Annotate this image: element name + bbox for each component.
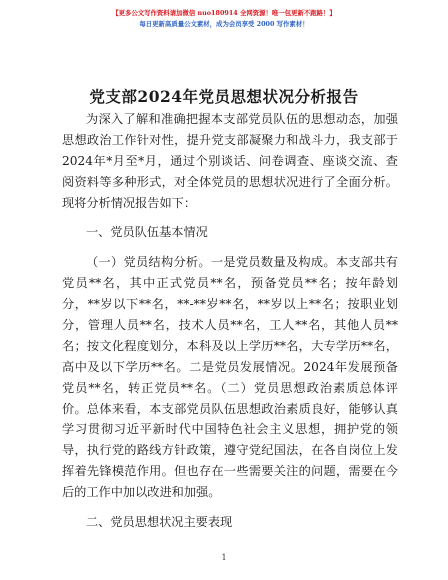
intro-line-2: 思想政治工作针对性，提升党支部凝聚力和战斗力，我支部于	[62, 132, 398, 147]
body-line-7: 党员**名，转正党员**名。（二）党员思想政治素质总体评	[62, 380, 398, 395]
promo-banner-line-1: 【更多公文写作资料请加微信 nuo180914 全网资源！唯一包更新不跑路！】	[112, 9, 336, 17]
body-line-11: 挥着先锋模范作用。但也存在一些需要关注的问题，需要在今	[62, 464, 398, 479]
intro-line-5: 现将分析情况报告如下：	[62, 195, 197, 210]
intro-line-3: 2024年*月至*月，通过个别谈话、问卷调查、座谈交流、查	[62, 153, 398, 168]
body-line-4: 分，管理人员**名，技术人员**名，工人**名，其他人员**	[62, 318, 398, 333]
promo-banner	[0, 8, 448, 30]
body-line-6: 高中及以下学历**名。二是党员发展情况。2024年发展预备	[62, 359, 398, 374]
body-line-9: 学习贯彻习近平新时代中国特色社会主义思想，拥护党的领	[62, 422, 398, 437]
body-line-12: 后的工作中加以改进和加强。	[62, 485, 221, 500]
section-heading-2: 二、党员思想状况主要表现	[86, 515, 233, 530]
body-line-2: 党员**名，其中正式党员**名，预备党员**名；按年龄划	[62, 276, 398, 291]
promo-banner-line-2: 每日更新高质量公文素材，成为会员享受 2000 写作素材！	[139, 20, 309, 28]
body-line-5: 名；按文化程度划分，本科及以上学历**名，大专学历**名，	[62, 338, 398, 353]
intro-line-1: 为深入了解和准确把握本支部党员队伍的思想动态，加强	[86, 112, 398, 126]
body-line-3: 分，**岁以下**名，**-**岁**名，**岁以上**名；按职业划	[62, 297, 398, 312]
section-heading-1: 一、党员队伍基本情况	[86, 225, 208, 240]
document-body	[62, 109, 398, 533]
body-line-10: 导，执行党的路线方针政策，遵守党纪国法，在各自岗位上发	[62, 443, 398, 458]
page-number: 1	[221, 553, 227, 562]
document-title: 党支部2024年党员思想状况分析报告	[89, 87, 359, 106]
body-line-1: （一）党员结构分析。一是党员数量及构成。本支部共有	[86, 255, 398, 270]
body-line-8: 价。总体来看，本支部党员队伍思想政治素质良好，能够认真	[62, 401, 398, 416]
intro-line-4: 阅资料等多种形式，对全体党员的思想状况进行了全面分析。	[62, 174, 398, 189]
